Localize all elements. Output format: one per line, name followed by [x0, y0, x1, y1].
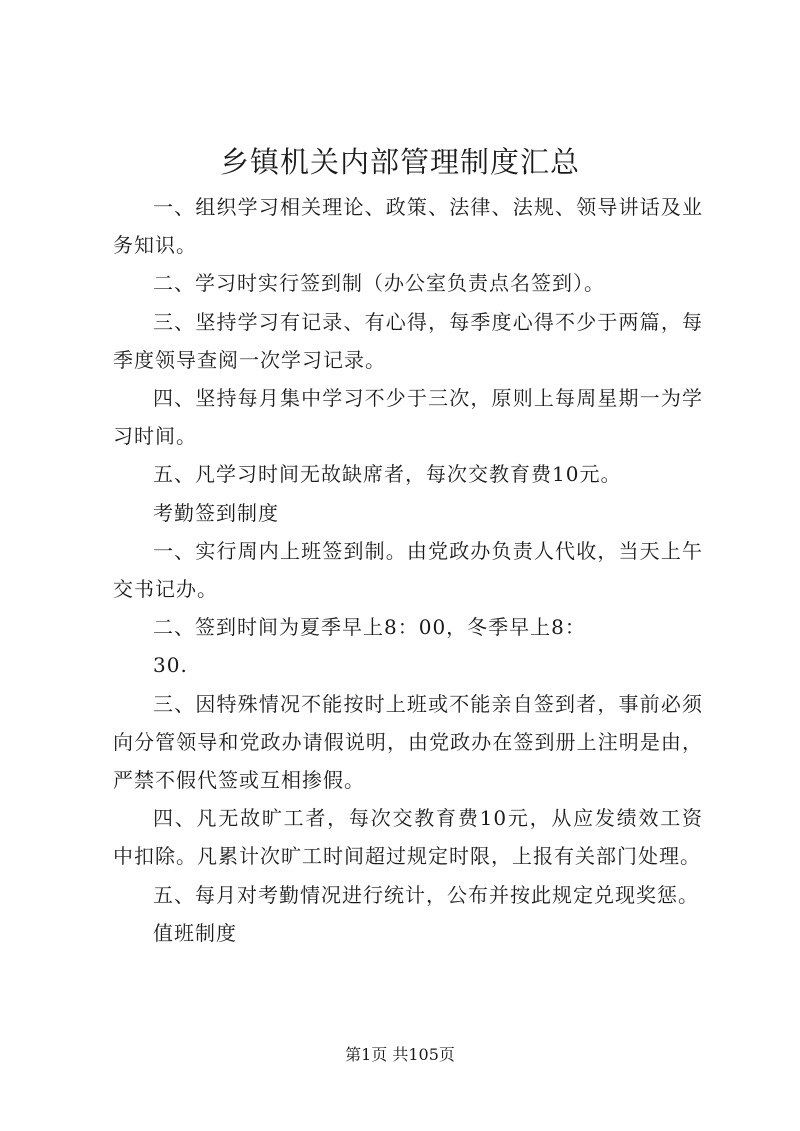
- paragraph: 一、组织学习相关理论、政策、法律、法规、领导讲话及业务知识。: [113, 195, 703, 258]
- paragraph: 四、坚持每月集中学习不少于三次，原则上每周星期一为学习时间。: [113, 386, 703, 449]
- paragraph: 一、实行周内上班签到制。由党政办负责人代收，当天上午交书记办。: [113, 538, 703, 602]
- paragraph: 二、学习时实行签到制（办公室负责点名签到）。: [153, 271, 605, 296]
- section-heading: 考勤签到制度: [153, 500, 279, 525]
- paragraph: 五、凡学习时间无故缺席者，每次交教育费10元。: [153, 462, 622, 487]
- paragraph: 三、因特殊情况不能按时上班或不能亲自签到者，事前必须向分管领导和党政办请假说明，由党政办在签到册上注明是由，严禁不假代签或互相掺假。: [113, 691, 703, 793]
- document-title: 乡镇机关内部管理制度汇总: [219, 145, 580, 179]
- document-body: [113, 188, 703, 952]
- page-number: 第1页 共105页: [345, 1045, 455, 1064]
- paragraph: 三、坚持学习有记录、有心得，每季度心得不少于两篇，每季度领导查阅一次学习记录。: [113, 309, 703, 372]
- paragraph: 30.: [153, 653, 188, 678]
- paragraph: 二、签到时间为夏季早上8：00，冬季早上8：: [153, 615, 586, 640]
- paragraph: 四、凡无故旷工者，每次交教育费10元，从应发绩效工资中扣除。凡累计次旷工时间超过规定时限，上报有关部门处理。: [113, 806, 703, 869]
- section-heading: 值班制度: [153, 920, 237, 945]
- paragraph: 五、每月对考勤情况进行统计，公布并按此规定兑现奖惩。: [153, 882, 699, 907]
